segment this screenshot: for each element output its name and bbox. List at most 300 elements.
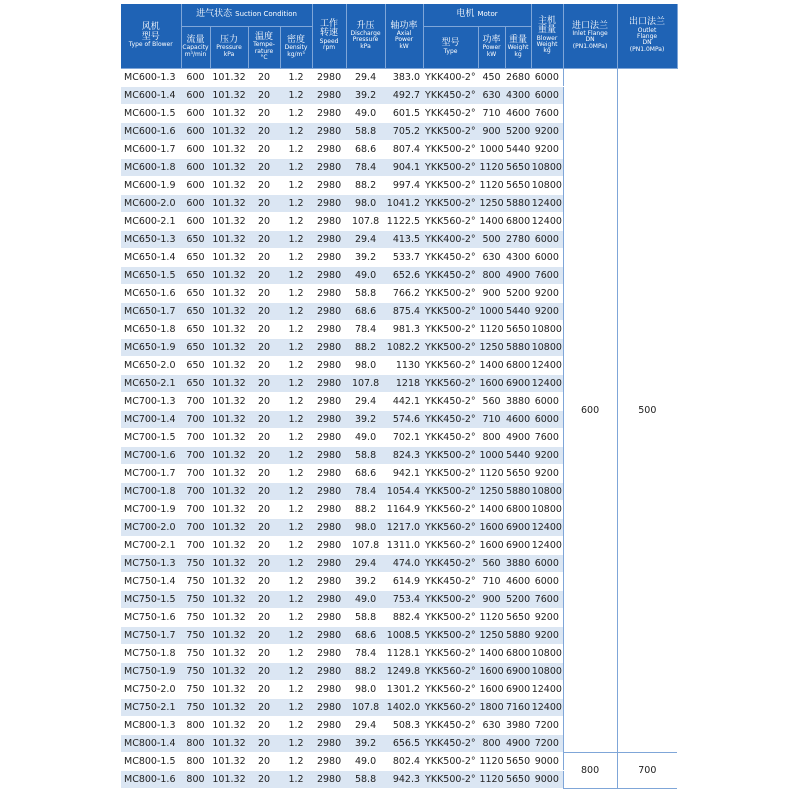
cell-motor-type: YKK450-2°: [423, 266, 478, 284]
cell-capacity: 650: [181, 356, 210, 374]
cell-motor-power: 630: [478, 86, 505, 104]
cell-motor-type: YKK560-2°: [423, 500, 478, 518]
cell-model: MC750-1.8: [121, 644, 181, 662]
cell-temperature: 20: [248, 212, 280, 230]
cell-blower-weight: 10800: [531, 176, 563, 194]
cell-model: MC700-1.4: [121, 410, 181, 428]
cell-motor-power: 900: [478, 122, 505, 140]
cell-speed: 2980: [312, 140, 346, 158]
cell-blower-weight: 6000: [531, 392, 563, 410]
cell-temperature: 20: [248, 500, 280, 518]
cell-temperature: 20: [248, 356, 280, 374]
cell-density: 1.2: [280, 500, 312, 518]
cell-motor-type: YKK560-2°: [423, 374, 478, 392]
cell-density: 1.2: [280, 536, 312, 554]
header-suction-en: Suction Condition: [235, 10, 297, 19]
cell-density: 1.2: [280, 662, 312, 680]
cell-capacity: 700: [181, 392, 210, 410]
outlet-flange-value: 700: [617, 752, 677, 788]
cell-density: 1.2: [280, 230, 312, 248]
cell-model: MC650-1.6: [121, 284, 181, 302]
cell-speed: 2980: [312, 662, 346, 680]
cell-axial-power: 753.4: [385, 590, 423, 608]
cell-blower-weight: 12400: [531, 518, 563, 536]
cell-pressure: 101.32: [210, 302, 248, 320]
cell-axial-power: 1218: [385, 374, 423, 392]
cell-axial-power: 492.7: [385, 86, 423, 104]
cell-pressure: 101.32: [210, 500, 248, 518]
header-capacity: [181, 26, 210, 68]
cell-capacity: 650: [181, 338, 210, 356]
cell-capacity: 750: [181, 644, 210, 662]
cell-model: MC650-1.8: [121, 320, 181, 338]
cell-motor-type: YKK500-2°: [423, 446, 478, 464]
cell-capacity: 600: [181, 176, 210, 194]
cell-model: MC600-1.7: [121, 140, 181, 158]
cell-motor-power: 1250: [478, 194, 505, 212]
cell-pressure: 101.32: [210, 734, 248, 752]
cell-motor-weight: 5650: [505, 752, 531, 770]
cell-temperature: 20: [248, 734, 280, 752]
cell-model: MC600-1.6: [121, 122, 181, 140]
cell-blower-weight: 7600: [531, 590, 563, 608]
cell-discharge: 29.4: [346, 230, 385, 248]
cell-discharge: 78.4: [346, 482, 385, 500]
cell-speed: 2980: [312, 284, 346, 302]
cell-motor-type: YKK400-2°: [423, 230, 478, 248]
cell-pressure: 101.32: [210, 590, 248, 608]
cell-motor-type: YKK450-2°: [423, 104, 478, 122]
cell-speed: 2980: [312, 338, 346, 356]
cell-motor-type: YKK500-2°: [423, 338, 478, 356]
cell-discharge: 58.8: [346, 284, 385, 302]
header-motor-type: [423, 26, 478, 68]
cell-blower-weight: 6000: [531, 86, 563, 104]
cell-speed: 2980: [312, 248, 346, 266]
cell-temperature: 20: [248, 554, 280, 572]
cell-model: MC600-1.9: [121, 176, 181, 194]
cell-capacity: 800: [181, 752, 210, 770]
cell-axial-power: 474.0: [385, 554, 423, 572]
cell-capacity: 700: [181, 518, 210, 536]
cell-motor-type: YKK450-2°: [423, 734, 478, 752]
header-capacity-cn: 流量: [186, 34, 205, 45]
cell-temperature: 20: [248, 752, 280, 770]
cell-motor-weight: 4600: [505, 572, 531, 590]
cell-discharge: 98.0: [346, 194, 385, 212]
header-inlet-flange-en: Inlet Flange DN (PN1.0MPa): [572, 30, 608, 50]
header-speed-cn: 工作 转速: [320, 19, 339, 39]
cell-pressure: 101.32: [210, 752, 248, 770]
cell-temperature: 20: [248, 140, 280, 158]
cell-blower-weight: 7600: [531, 428, 563, 446]
cell-temperature: 20: [248, 158, 280, 176]
cell-motor-weight: 5650: [505, 770, 531, 788]
cell-discharge: 107.8: [346, 698, 385, 716]
cell-motor-weight: 2780: [505, 230, 531, 248]
cell-axial-power: 1008.5: [385, 626, 423, 644]
cell-capacity: 750: [181, 572, 210, 590]
cell-temperature: 20: [248, 248, 280, 266]
cell-capacity: 700: [181, 464, 210, 482]
cell-pressure: 101.32: [210, 662, 248, 680]
cell-temperature: 20: [248, 608, 280, 626]
cell-discharge: 29.4: [346, 392, 385, 410]
header-outlet-flange-en: Outlet Flange DN (PN1.0MPa): [629, 26, 665, 53]
cell-motor-power: 1600: [478, 662, 505, 680]
cell-density: 1.2: [280, 302, 312, 320]
cell-blower-weight: 9200: [531, 140, 563, 158]
cell-pressure: 101.32: [210, 428, 248, 446]
cell-axial-power: 705.2: [385, 122, 423, 140]
cell-model: MC750-1.3: [121, 554, 181, 572]
cell-density: 1.2: [280, 608, 312, 626]
cell-density: 1.2: [280, 572, 312, 590]
cell-discharge: 49.0: [346, 104, 385, 122]
header-axial-power-en: Axial Power kW: [394, 30, 414, 50]
cell-motor-weight: 3980: [505, 716, 531, 734]
cell-speed: 2980: [312, 626, 346, 644]
cell-model: MC600-1.4: [121, 86, 181, 104]
header-axial-power: [385, 4, 423, 68]
cell-pressure: 101.32: [210, 86, 248, 104]
cell-pressure: 101.32: [210, 356, 248, 374]
cell-motor-power: 1120: [478, 608, 505, 626]
cell-model: MC600-2.1: [121, 212, 181, 230]
cell-density: 1.2: [280, 104, 312, 122]
cell-model: MC650-1.7: [121, 302, 181, 320]
header-temperature-en: Tempe- rature °C: [253, 41, 275, 61]
cell-pressure: 101.32: [210, 464, 248, 482]
cell-blower-weight: 9200: [531, 302, 563, 320]
cell-discharge: 58.8: [346, 446, 385, 464]
cell-discharge: 68.6: [346, 626, 385, 644]
cell-pressure: 101.32: [210, 68, 248, 86]
cell-pressure: 101.32: [210, 284, 248, 302]
cell-speed: 2980: [312, 482, 346, 500]
header-motor-weight-en: Weight kg: [507, 44, 529, 58]
header-density-en: Density kg/m³: [284, 44, 308, 58]
cell-model: MC700-1.6: [121, 446, 181, 464]
table-row: [121, 68, 677, 86]
cell-capacity: 700: [181, 482, 210, 500]
cell-motor-weight: 5650: [505, 158, 531, 176]
cell-pressure: 101.32: [210, 266, 248, 284]
cell-motor-type: YKK560-2°: [423, 356, 478, 374]
cell-density: 1.2: [280, 356, 312, 374]
cell-discharge: 49.0: [346, 266, 385, 284]
cell-motor-power: 900: [478, 284, 505, 302]
cell-axial-power: 942.1: [385, 464, 423, 482]
cell-temperature: 20: [248, 518, 280, 536]
header-density-cn: 密度: [287, 34, 306, 45]
cell-model: MC750-1.9: [121, 662, 181, 680]
cell-temperature: 20: [248, 266, 280, 284]
cell-discharge: 39.2: [346, 248, 385, 266]
cell-density: 1.2: [280, 176, 312, 194]
cell-temperature: 20: [248, 374, 280, 392]
cell-axial-power: 766.2: [385, 284, 423, 302]
cell-density: 1.2: [280, 86, 312, 104]
cell-density: 1.2: [280, 518, 312, 536]
cell-temperature: 20: [248, 86, 280, 104]
cell-discharge: 39.2: [346, 734, 385, 752]
cell-speed: 2980: [312, 500, 346, 518]
cell-speed: 2980: [312, 68, 346, 86]
cell-blower-weight: 12400: [531, 680, 563, 698]
cell-motor-type: YKK500-2°: [423, 284, 478, 302]
header-model-en: Type of Blower: [128, 41, 173, 49]
cell-motor-type: YKK450-2°: [423, 86, 478, 104]
cell-speed: 2980: [312, 302, 346, 320]
cell-temperature: 20: [248, 464, 280, 482]
cell-blower-weight: 6000: [531, 68, 563, 86]
cell-motor-power: 900: [478, 590, 505, 608]
cell-motor-weight: 4300: [505, 248, 531, 266]
cell-motor-type: YKK450-2°: [423, 410, 478, 428]
cell-capacity: 650: [181, 230, 210, 248]
cell-model: MC800-1.3: [121, 716, 181, 734]
cell-discharge: 78.4: [346, 320, 385, 338]
header-speed: [312, 4, 346, 68]
cell-model: MC750-1.7: [121, 626, 181, 644]
cell-blower-weight: 9200: [531, 464, 563, 482]
cell-model: MC650-1.9: [121, 338, 181, 356]
cell-pressure: 101.32: [210, 410, 248, 428]
cell-motor-weight: 6900: [505, 662, 531, 680]
cell-blower-weight: 12400: [531, 194, 563, 212]
cell-motor-weight: 5200: [505, 284, 531, 302]
cell-pressure: 101.32: [210, 212, 248, 230]
cell-discharge: 98.0: [346, 356, 385, 374]
cell-motor-weight: 5650: [505, 176, 531, 194]
cell-motor-weight: 4300: [505, 86, 531, 104]
cell-axial-power: 413.5: [385, 230, 423, 248]
header-blower-weight-en: Blower Weight kg: [536, 34, 558, 55]
cell-blower-weight: 10800: [531, 662, 563, 680]
cell-speed: 2980: [312, 680, 346, 698]
cell-temperature: 20: [248, 392, 280, 410]
cell-model: MC700-2.0: [121, 518, 181, 536]
cell-temperature: 20: [248, 572, 280, 590]
cell-temperature: 20: [248, 104, 280, 122]
cell-motor-type: YKK400-2°: [423, 68, 478, 86]
cell-motor-weight: 5880: [505, 194, 531, 212]
cell-motor-power: 1400: [478, 212, 505, 230]
cell-model: MC750-2.0: [121, 680, 181, 698]
cell-axial-power: 882.4: [385, 608, 423, 626]
cell-motor-power: 1600: [478, 536, 505, 554]
cell-axial-power: 1249.8: [385, 662, 423, 680]
cell-motor-weight: 6800: [505, 644, 531, 662]
cell-motor-type: YKK560-2°: [423, 518, 478, 536]
header-model-cn: 风机 型号: [141, 22, 160, 42]
header-axial-power-cn: 轴功率: [390, 20, 418, 31]
cell-motor-weight: 6800: [505, 356, 531, 374]
cell-motor-weight: 6900: [505, 374, 531, 392]
cell-motor-weight: 6900: [505, 680, 531, 698]
cell-motor-type: YKK560-2°: [423, 698, 478, 716]
cell-capacity: 700: [181, 446, 210, 464]
cell-speed: 2980: [312, 104, 346, 122]
cell-blower-weight: 10800: [531, 158, 563, 176]
header-motor-type-cn: 型号: [441, 38, 460, 49]
cell-axial-power: 997.4: [385, 176, 423, 194]
cell-density: 1.2: [280, 248, 312, 266]
cell-speed: 2980: [312, 86, 346, 104]
cell-motor-weight: 5880: [505, 626, 531, 644]
cell-speed: 2980: [312, 122, 346, 140]
header-blower-weight: [531, 4, 563, 68]
cell-temperature: 20: [248, 176, 280, 194]
cell-motor-power: 1120: [478, 158, 505, 176]
cell-capacity: 700: [181, 500, 210, 518]
cell-density: 1.2: [280, 392, 312, 410]
cell-motor-power: 710: [478, 104, 505, 122]
header-inlet-flange: [563, 4, 617, 68]
cell-discharge: 107.8: [346, 536, 385, 554]
cell-speed: 2980: [312, 374, 346, 392]
outlet-flange-value: 500: [617, 68, 677, 752]
cell-blower-weight: 9000: [531, 752, 563, 770]
cell-capacity: 600: [181, 86, 210, 104]
cell-density: 1.2: [280, 464, 312, 482]
cell-discharge: 98.0: [346, 680, 385, 698]
cell-motor-type: YKK500-2°: [423, 158, 478, 176]
cell-speed: 2980: [312, 608, 346, 626]
cell-motor-weight: 4900: [505, 428, 531, 446]
cell-motor-weight: 5650: [505, 320, 531, 338]
cell-motor-type: YKK500-2°: [423, 626, 478, 644]
cell-motor-weight: 4900: [505, 266, 531, 284]
cell-model: MC750-1.6: [121, 608, 181, 626]
cell-temperature: 20: [248, 644, 280, 662]
cell-density: 1.2: [280, 374, 312, 392]
cell-blower-weight: 9200: [531, 626, 563, 644]
cell-axial-power: 1130: [385, 356, 423, 374]
header-motor-power-cn: 功率: [482, 34, 501, 45]
cell-speed: 2980: [312, 464, 346, 482]
cell-model: MC650-1.4: [121, 248, 181, 266]
cell-axial-power: 1128.1: [385, 644, 423, 662]
cell-axial-power: 1054.4: [385, 482, 423, 500]
cell-motor-type: YKK450-2°: [423, 428, 478, 446]
cell-temperature: 20: [248, 122, 280, 140]
cell-pressure: 101.32: [210, 320, 248, 338]
cell-temperature: 20: [248, 338, 280, 356]
inlet-flange-value: 600: [563, 68, 617, 752]
cell-capacity: 650: [181, 302, 210, 320]
cell-axial-power: 1402.0: [385, 698, 423, 716]
cell-model: MC700-1.3: [121, 392, 181, 410]
cell-temperature: 20: [248, 770, 280, 788]
cell-axial-power: 656.5: [385, 734, 423, 752]
cell-density: 1.2: [280, 446, 312, 464]
cell-blower-weight: 9200: [531, 284, 563, 302]
cell-capacity: 800: [181, 716, 210, 734]
cell-model: MC750-2.1: [121, 698, 181, 716]
cell-pressure: 101.32: [210, 374, 248, 392]
cell-axial-power: 442.1: [385, 392, 423, 410]
cell-pressure: 101.32: [210, 194, 248, 212]
cell-pressure: 101.32: [210, 608, 248, 626]
cell-model: MC600-1.3: [121, 68, 181, 86]
cell-motor-type: YKK500-2°: [423, 752, 478, 770]
cell-motor-type: YKK450-2°: [423, 392, 478, 410]
header-density: [280, 26, 312, 68]
cell-blower-weight: 7200: [531, 734, 563, 752]
cell-temperature: 20: [248, 716, 280, 734]
cell-capacity: 750: [181, 554, 210, 572]
cell-motor-power: 1250: [478, 626, 505, 644]
cell-temperature: 20: [248, 482, 280, 500]
cell-temperature: 20: [248, 536, 280, 554]
cell-motor-power: 1120: [478, 320, 505, 338]
cell-pressure: 101.32: [210, 338, 248, 356]
cell-capacity: 650: [181, 374, 210, 392]
cell-discharge: 49.0: [346, 752, 385, 770]
cell-pressure: 101.32: [210, 572, 248, 590]
cell-temperature: 20: [248, 230, 280, 248]
cell-motor-power: 560: [478, 554, 505, 572]
cell-capacity: 700: [181, 536, 210, 554]
cell-model: MC600-2.0: [121, 194, 181, 212]
cell-capacity: 750: [181, 680, 210, 698]
cell-motor-weight: 5880: [505, 482, 531, 500]
header-motor-group: [423, 4, 531, 26]
cell-capacity: 650: [181, 248, 210, 266]
header-pressure: [210, 26, 248, 68]
cell-capacity: 600: [181, 104, 210, 122]
cell-motor-power: 560: [478, 392, 505, 410]
header-motor-weight-cn: 重量: [509, 34, 528, 45]
cell-density: 1.2: [280, 266, 312, 284]
cell-density: 1.2: [280, 140, 312, 158]
cell-motor-power: 1400: [478, 500, 505, 518]
cell-motor-power: 1600: [478, 518, 505, 536]
cell-blower-weight: 12400: [531, 212, 563, 230]
cell-density: 1.2: [280, 716, 312, 734]
cell-motor-power: 800: [478, 428, 505, 446]
cell-capacity: 750: [181, 662, 210, 680]
cell-capacity: 750: [181, 626, 210, 644]
cell-capacity: 700: [181, 410, 210, 428]
cell-capacity: 600: [181, 194, 210, 212]
cell-blower-weight: 9200: [531, 122, 563, 140]
cell-axial-power: 824.3: [385, 446, 423, 464]
cell-blower-weight: 6000: [531, 230, 563, 248]
cell-speed: 2980: [312, 572, 346, 590]
header-temperature-cn: 温度: [254, 31, 273, 42]
cell-model: MC700-1.8: [121, 482, 181, 500]
header-model: [121, 4, 181, 68]
cell-model: MC750-1.5: [121, 590, 181, 608]
cell-discharge: 29.4: [346, 68, 385, 86]
cell-speed: 2980: [312, 194, 346, 212]
cell-speed: 2980: [312, 320, 346, 338]
cell-blower-weight: 7200: [531, 716, 563, 734]
cell-pressure: 101.32: [210, 104, 248, 122]
cell-speed: 2980: [312, 158, 346, 176]
cell-motor-weight: 6900: [505, 536, 531, 554]
cell-blower-weight: 6000: [531, 410, 563, 428]
header-motor-en: Motor: [477, 10, 498, 19]
header-suction-cn: 进气状态: [196, 9, 233, 20]
cell-motor-weight: 7160: [505, 698, 531, 716]
cell-density: 1.2: [280, 338, 312, 356]
cell-discharge: 58.8: [346, 608, 385, 626]
cell-blower-weight: 6000: [531, 248, 563, 266]
